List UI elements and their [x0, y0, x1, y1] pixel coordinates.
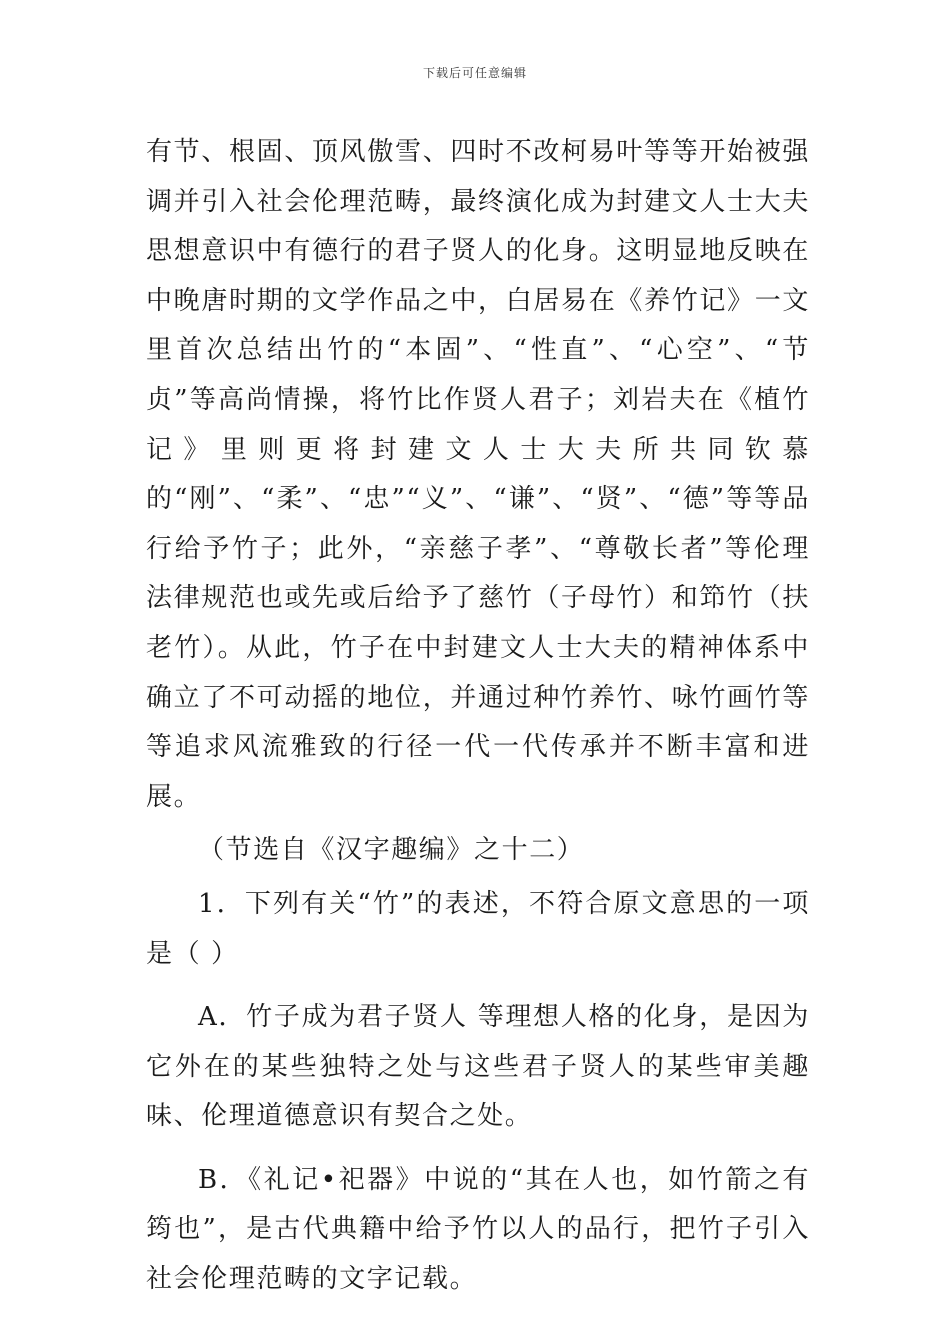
option-b: B．《礼记•祀器》中说的“其在人也，如竹箭之有筠也”，是古代典籍中给予竹以人的品行，把竹子引入社会伦理范畴的文字记载。 — [146, 1164, 810, 1295]
question-1: 1．下列有关“竹”的表述，不符合原文意思的一项是（ ） — [146, 888, 810, 969]
source-citation: （节选自《汉字趣编》之十二） — [198, 835, 585, 866]
document-body — [146, 128, 810, 1305]
page-header: 下载后可任意编辑 — [422, 66, 527, 80]
option-a: A．竹子成为君子贤人 等理想人格的化身，是因为它外在的某些独特之处与这些君子贤人的某些审美趣味、伦理道德意识有契合之处。 — [146, 1002, 810, 1132]
body-paragraph: 有节、根固、顶风傲雪、四时不改柯易叶等等开始被强调并引入社会伦理范畴，最终演化成为封建文人士大夫思想意识中有德行的君子贤人的化身。这明显地反映在中晚唐时期的文学作品之中，白居易在《养竹记》一文里首次总结出竹的“本固”、“性直”、“心空”、“节贞”等高尚情操，将竹比作贤人君子；刘岩夫在《植竹记》里则更将封建文人士大夫所共同钦慕的“刚”、“柔”、“忠”“义”、“谦”、“贤”、“德”等等品行给予竹子；此外，“亲慈子孝”、“尊敬长者”等伦理法律规范也或先或后给予了慈竹（子母竹）和笻竹（扶老竹）。从此，竹子在中封建文人士大夫的精神体系中确立了不可动摇的地位，并通过种竹养竹、咏竹画竹等等追求风流雅致的行径一代一代传承并不断丰富和进展。 — [146, 137, 810, 812]
